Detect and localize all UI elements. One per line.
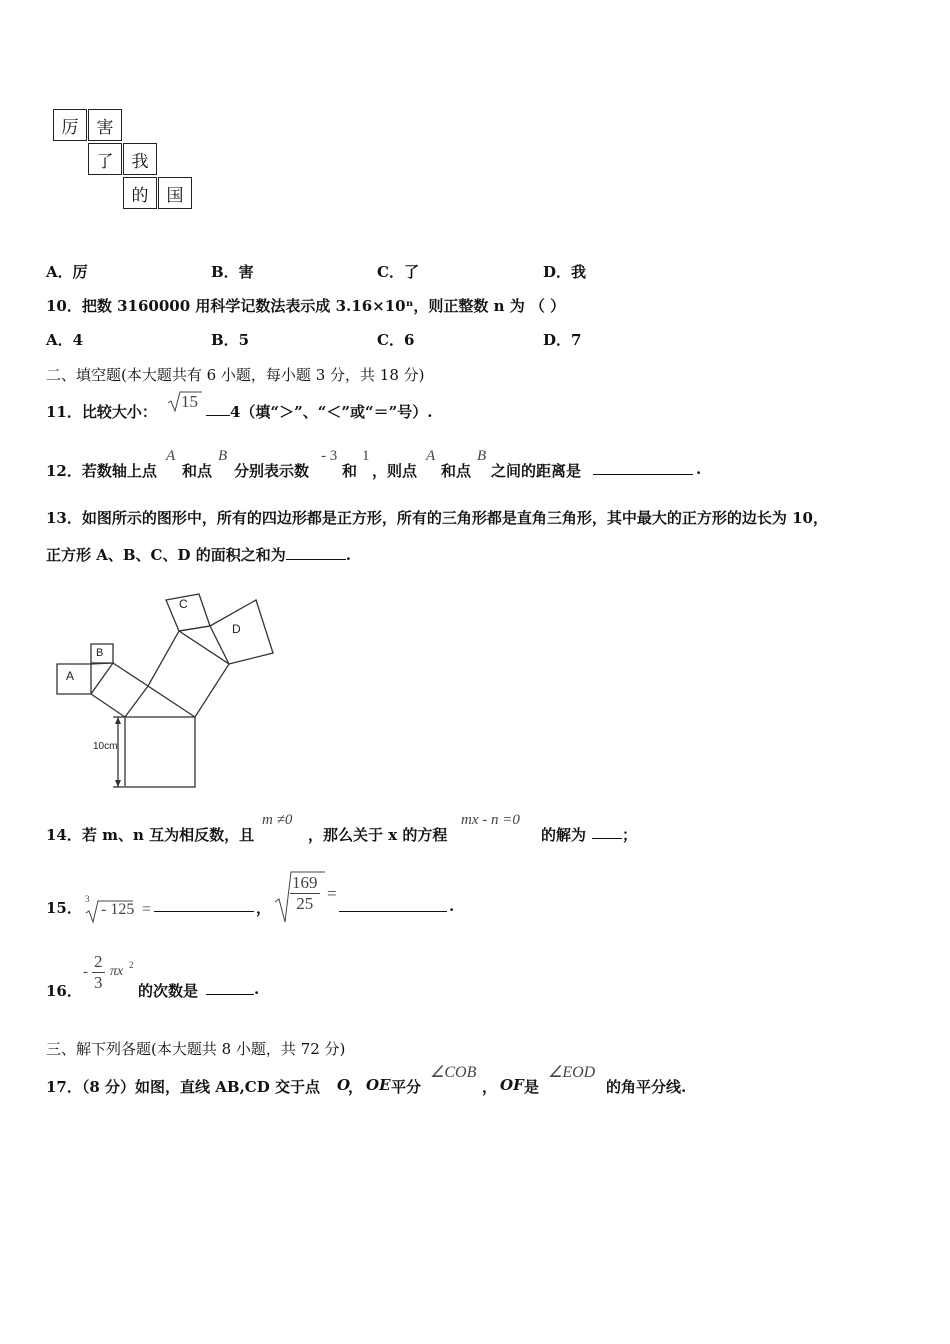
q15-cbrt-radicand: - 125 bbox=[101, 901, 135, 918]
q17-angle-eod: ∠EOD bbox=[548, 1064, 596, 1081]
net-cell: 了 bbox=[88, 143, 122, 175]
q12-var-b2: B bbox=[477, 448, 487, 464]
q12-answer-blank[interactable] bbox=[593, 460, 693, 475]
q10-option-d: D．7 bbox=[543, 331, 582, 349]
big-square bbox=[125, 717, 195, 787]
q17-comma1: ， bbox=[348, 1078, 364, 1096]
q12 bbox=[46, 448, 766, 482]
q12-var-b: B bbox=[218, 448, 228, 464]
q15-num: 15． bbox=[46, 899, 82, 917]
q12-then-point: ，则点 bbox=[372, 462, 418, 480]
q15-frac-den: 25 bbox=[296, 894, 314, 913]
q16-num: 16． bbox=[46, 982, 82, 1000]
label-b: B bbox=[96, 647, 104, 659]
q12-neg3: - 3 bbox=[321, 448, 338, 464]
net-cell: 害 bbox=[88, 109, 122, 141]
q14-suffix: 的解为 bbox=[541, 826, 587, 844]
q9-option-a: A．厉 bbox=[46, 263, 88, 281]
q11-radicand: 15 bbox=[181, 392, 198, 411]
q12-and-point: 和点 bbox=[182, 462, 213, 480]
q15-answer-blank-2[interactable] bbox=[339, 897, 447, 912]
q15-fraction bbox=[290, 873, 320, 914]
q15-eq2: = bbox=[327, 884, 337, 903]
q9-option-b: B．害 bbox=[211, 263, 254, 281]
q9-option-d: D．我 bbox=[543, 263, 587, 281]
q14-answer-blank[interactable] bbox=[592, 824, 622, 839]
q14-equation: mx - n =0 bbox=[461, 812, 520, 828]
q17-angle-cob: ∠COB bbox=[430, 1064, 477, 1081]
q17-suffix: 的角平分线. bbox=[606, 1078, 687, 1096]
q10-text: 10．把数 3160000 用科学记数法表示成 3.16×10ⁿ，则正整数 n 为 （ ） bbox=[46, 297, 566, 315]
q15-frac-num: 169 bbox=[292, 873, 318, 892]
q12-distance: 之间的距离是 bbox=[491, 462, 582, 480]
net-cell: 国 bbox=[158, 177, 192, 209]
square-d bbox=[210, 600, 273, 664]
q15-end: . bbox=[449, 897, 455, 915]
q17-bisect: 平分 bbox=[391, 1078, 422, 1096]
q12-then-and: 和点 bbox=[441, 462, 472, 480]
q12-prefix: 12．若数轴上点 bbox=[46, 462, 157, 480]
q12-one: 1 bbox=[362, 448, 370, 464]
q14 bbox=[46, 812, 666, 846]
q12-and: 和 bbox=[342, 462, 358, 480]
q15-comma: ， bbox=[256, 899, 272, 917]
q9-option-c: C．了 bbox=[377, 263, 419, 281]
dimension-label: 10cm bbox=[93, 741, 118, 752]
q17 bbox=[46, 1062, 726, 1098]
label-d: D bbox=[232, 622, 241, 636]
q12-var-a: A bbox=[166, 448, 176, 464]
q16-frac-num: 2 bbox=[94, 952, 103, 971]
q12-end: . bbox=[696, 460, 702, 478]
q16-frac-den: 3 bbox=[94, 973, 103, 992]
q10-option-c: C．6 bbox=[377, 331, 415, 349]
pythagoras-figure bbox=[0, 570, 300, 800]
section-3-title: 三、解下列各题(本大题共 8 小题，共 72 分) bbox=[46, 1040, 346, 1058]
q11-suffix: 4（填“＞”、“＜”或“＝”号）. bbox=[230, 403, 433, 421]
q16-end: . bbox=[254, 980, 260, 998]
q13-answer-blank[interactable] bbox=[286, 545, 346, 560]
q10-option-a: A．4 bbox=[46, 331, 84, 349]
label-a: A bbox=[66, 669, 75, 683]
q16 bbox=[46, 952, 276, 1002]
net-cell: 我 bbox=[123, 143, 157, 175]
q15 bbox=[46, 870, 476, 926]
section-2-title: 二、填空题(本大题共有 6 小题，每小题 3 分，共 18 分) bbox=[46, 366, 425, 384]
q15-eq1: = bbox=[142, 901, 152, 918]
q17-oe: OE bbox=[366, 1076, 391, 1094]
net-cell: 的 bbox=[123, 177, 157, 209]
square-c bbox=[166, 594, 210, 631]
q13-line2 bbox=[46, 544, 351, 565]
q14-end: ； bbox=[622, 826, 638, 844]
q16-fraction bbox=[92, 952, 105, 993]
left-middle-square bbox=[91, 663, 148, 717]
q17-comma2: ， bbox=[482, 1078, 498, 1096]
q13-line2-prefix: 正方形 A、B、C、D 的面积之和为 bbox=[46, 546, 286, 564]
q15-cbrt-index: 3 bbox=[85, 894, 90, 904]
q17-of: OF bbox=[500, 1076, 524, 1094]
q15-answer-blank-1[interactable] bbox=[154, 897, 254, 912]
q10-option-b: B．5 bbox=[211, 331, 250, 349]
q16-answer-blank[interactable] bbox=[206, 980, 254, 995]
q16-pi-x: πx bbox=[110, 964, 124, 979]
q16-exponent: 2 bbox=[129, 960, 134, 970]
q13-line2-end: . bbox=[345, 546, 351, 564]
q16-suffix: 的次数是 bbox=[138, 982, 199, 1000]
net-cell: 厉 bbox=[53, 109, 87, 141]
q17-prefix: 17．（8 分）如图，直线 AB,CD 交于点 bbox=[46, 1078, 320, 1096]
q14-condition: m ≠0 bbox=[262, 812, 293, 828]
q13-line1: 13．如图所示的图形中，所有的四边形都是正方形，所有的三角形都是直角三角形，其中最大的正方形的边长为 10， bbox=[46, 509, 828, 527]
right-middle-square bbox=[148, 631, 229, 717]
label-c: C bbox=[179, 597, 188, 611]
q12-var-a2: A bbox=[426, 448, 436, 464]
q11-prefix: 11．比较大小： bbox=[46, 403, 157, 421]
q16-sign: - bbox=[83, 964, 88, 980]
q11-answer-blank[interactable] bbox=[206, 401, 230, 416]
q17-is: 是 bbox=[524, 1078, 540, 1096]
q12-represent: 分别表示数 bbox=[234, 462, 310, 480]
q14-prefix: 14．若 m、n 互为相反数，且 bbox=[46, 826, 255, 844]
q14-mid: ，那么关于 x 的方程 bbox=[308, 826, 448, 844]
q17-point-o: O bbox=[337, 1076, 351, 1094]
